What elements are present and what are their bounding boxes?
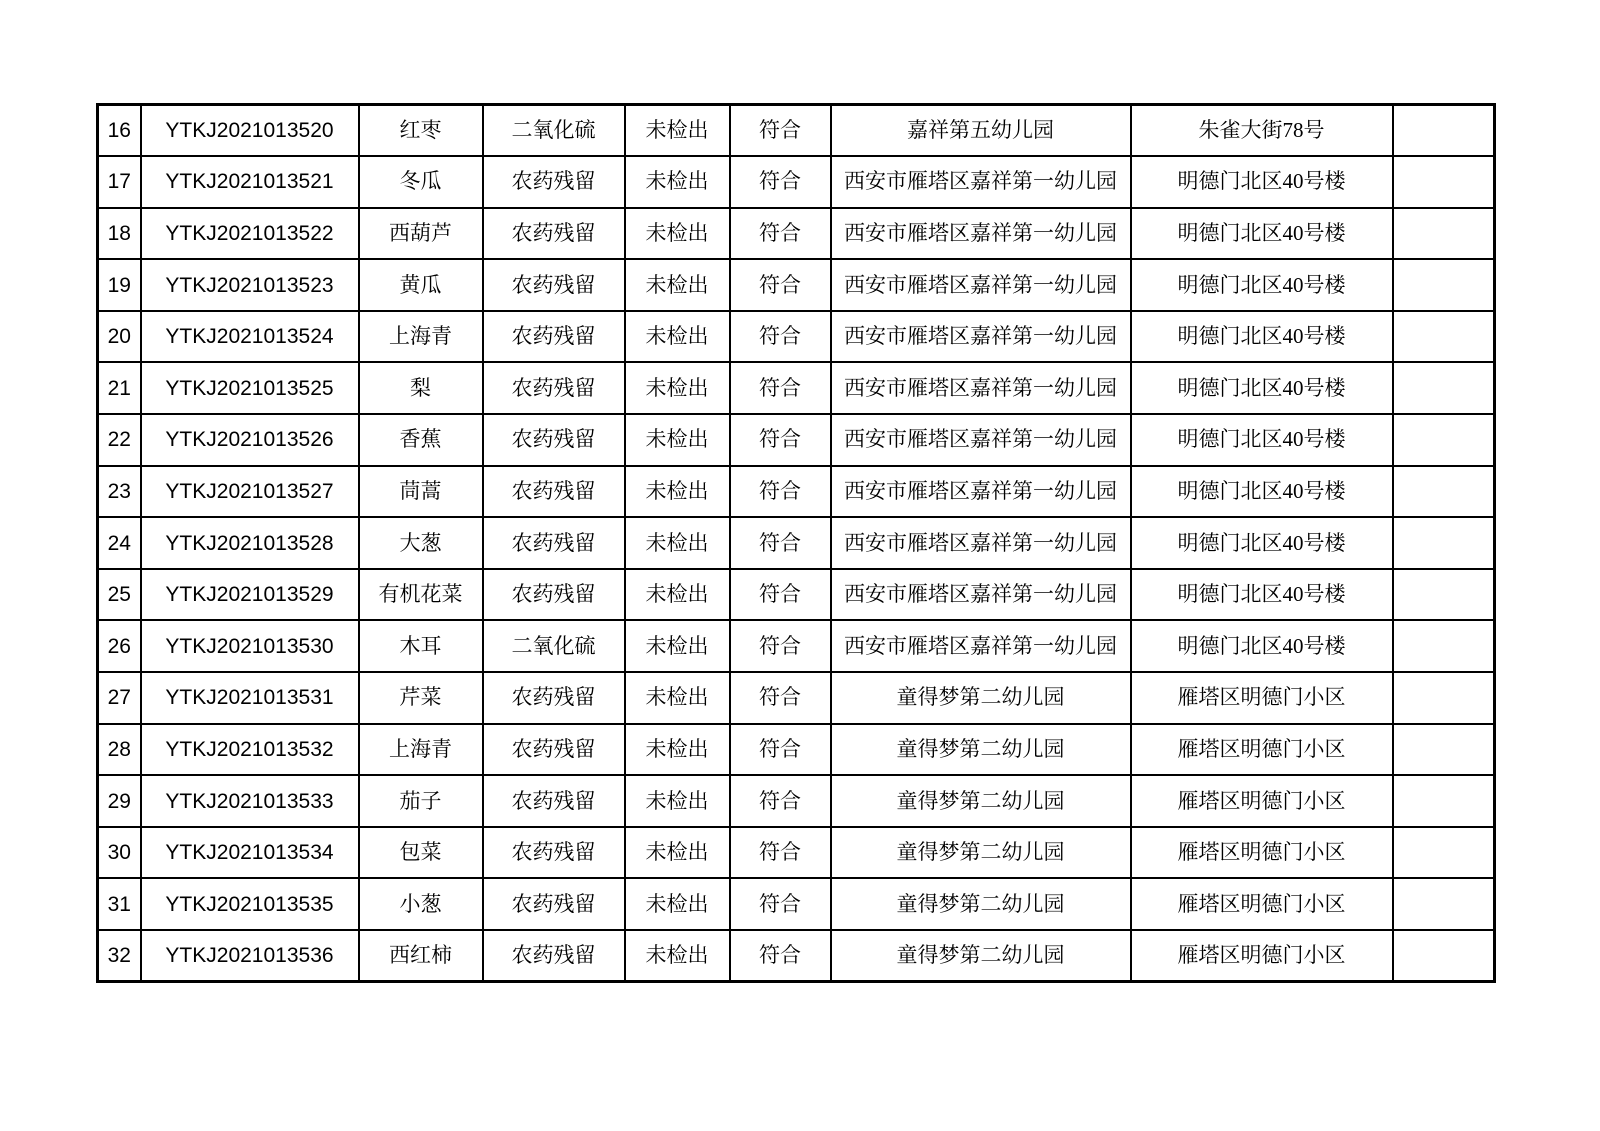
cell-conclusion: 符合: [730, 878, 831, 930]
cell-row-number: 23: [98, 466, 141, 518]
cell-sample-id: YTKJ2021013526: [141, 414, 359, 466]
cell-test-item: 农药残留: [483, 311, 625, 363]
cell-conclusion: 符合: [730, 311, 831, 363]
cell-empty: [1393, 672, 1495, 724]
cell-sampled-unit: 西安市雁塔区嘉祥第一幼儿园: [831, 466, 1131, 518]
cell-address: 明德门北区40号楼: [1131, 259, 1393, 311]
cell-empty: [1393, 156, 1495, 208]
cell-address: 雁塔区明德门小区: [1131, 878, 1393, 930]
cell-conclusion: 符合: [730, 724, 831, 776]
cell-result: 未检出: [625, 105, 730, 157]
cell-sampled-unit: 西安市雁塔区嘉祥第一幼儿园: [831, 414, 1131, 466]
table-row: [98, 620, 1495, 672]
cell-address: 明德门北区40号楼: [1131, 362, 1393, 414]
cell-test-item: 农药残留: [483, 930, 625, 982]
cell-sample-id: YTKJ2021013529: [141, 569, 359, 621]
cell-test-item: 农药残留: [483, 775, 625, 827]
cell-row-number: 32: [98, 930, 141, 982]
cell-sample-name: 黄瓜: [359, 259, 483, 311]
cell-row-number: 22: [98, 414, 141, 466]
cell-result: 未检出: [625, 517, 730, 569]
cell-sampled-unit: 童得梦第二幼儿园: [831, 827, 1131, 879]
cell-result: 未检出: [625, 569, 730, 621]
cell-test-item: 农药残留: [483, 466, 625, 518]
cell-empty: [1393, 724, 1495, 776]
cell-empty: [1393, 259, 1495, 311]
cell-sample-id: YTKJ2021013523: [141, 259, 359, 311]
cell-empty: [1393, 414, 1495, 466]
cell-row-number: 30: [98, 827, 141, 879]
cell-result: 未检出: [625, 878, 730, 930]
cell-address: 明德门北区40号楼: [1131, 466, 1393, 518]
cell-sample-id: YTKJ2021013530: [141, 620, 359, 672]
table-row: [98, 466, 1495, 518]
cell-conclusion: 符合: [730, 208, 831, 260]
cell-row-number: 17: [98, 156, 141, 208]
cell-result: 未检出: [625, 208, 730, 260]
cell-conclusion: 符合: [730, 156, 831, 208]
cell-sample-id: YTKJ2021013524: [141, 311, 359, 363]
cell-empty: [1393, 105, 1495, 157]
cell-sampled-unit: 西安市雁塔区嘉祥第一幼儿园: [831, 311, 1131, 363]
cell-row-number: 25: [98, 569, 141, 621]
cell-sample-name: 西红柿: [359, 930, 483, 982]
cell-row-number: 21: [98, 362, 141, 414]
cell-address: 雁塔区明德门小区: [1131, 775, 1393, 827]
cell-sample-name: 西葫芦: [359, 208, 483, 260]
cell-sample-name: 小葱: [359, 878, 483, 930]
cell-sampled-unit: 童得梦第二幼儿园: [831, 672, 1131, 724]
cell-sample-id: YTKJ2021013522: [141, 208, 359, 260]
cell-sample-name: 茼蒿: [359, 466, 483, 518]
cell-empty: [1393, 362, 1495, 414]
cell-sample-id: YTKJ2021013531: [141, 672, 359, 724]
cell-conclusion: 符合: [730, 827, 831, 879]
cell-address: 明德门北区40号楼: [1131, 569, 1393, 621]
cell-address: 雁塔区明德门小区: [1131, 672, 1393, 724]
cell-sample-id: YTKJ2021013520: [141, 105, 359, 157]
cell-sample-name: 上海青: [359, 724, 483, 776]
cell-sampled-unit: 西安市雁塔区嘉祥第一幼儿园: [831, 362, 1131, 414]
table-row: [98, 517, 1495, 569]
cell-conclusion: 符合: [730, 105, 831, 157]
cell-test-item: 农药残留: [483, 156, 625, 208]
cell-conclusion: 符合: [730, 362, 831, 414]
cell-test-item: 二氧化硫: [483, 105, 625, 157]
cell-sample-name: 茄子: [359, 775, 483, 827]
table-row: [98, 569, 1495, 621]
cell-address: 明德门北区40号楼: [1131, 156, 1393, 208]
cell-sample-id: YTKJ2021013534: [141, 827, 359, 879]
cell-sampled-unit: 童得梦第二幼儿园: [831, 878, 1131, 930]
table-row: [98, 775, 1495, 827]
cell-conclusion: 符合: [730, 672, 831, 724]
cell-address: 雁塔区明德门小区: [1131, 827, 1393, 879]
cell-empty: [1393, 620, 1495, 672]
cell-result: 未检出: [625, 259, 730, 311]
cell-sample-id: YTKJ2021013532: [141, 724, 359, 776]
cell-row-number: 20: [98, 311, 141, 363]
cell-sample-name: 大葱: [359, 517, 483, 569]
inspection-results-table: [96, 103, 1496, 983]
cell-row-number: 16: [98, 105, 141, 157]
cell-conclusion: 符合: [730, 569, 831, 621]
cell-empty: [1393, 311, 1495, 363]
cell-result: 未检出: [625, 724, 730, 776]
cell-test-item: 农药残留: [483, 414, 625, 466]
table-row: [98, 362, 1495, 414]
cell-row-number: 29: [98, 775, 141, 827]
cell-address: 雁塔区明德门小区: [1131, 724, 1393, 776]
cell-row-number: 26: [98, 620, 141, 672]
cell-address: 明德门北区40号楼: [1131, 311, 1393, 363]
cell-conclusion: 符合: [730, 775, 831, 827]
cell-address: 明德门北区40号楼: [1131, 208, 1393, 260]
table-row: [98, 878, 1495, 930]
table-row: [98, 930, 1495, 982]
cell-conclusion: 符合: [730, 466, 831, 518]
cell-test-item: 农药残留: [483, 878, 625, 930]
cell-empty: [1393, 466, 1495, 518]
cell-sample-name: 香蕉: [359, 414, 483, 466]
table-row: [98, 259, 1495, 311]
cell-sample-name: 木耳: [359, 620, 483, 672]
cell-result: 未检出: [625, 466, 730, 518]
cell-test-item: 农药残留: [483, 208, 625, 260]
table-row: [98, 724, 1495, 776]
cell-test-item: 农药残留: [483, 259, 625, 311]
cell-sample-id: YTKJ2021013528: [141, 517, 359, 569]
cell-sample-id: YTKJ2021013525: [141, 362, 359, 414]
cell-sample-name: 包菜: [359, 827, 483, 879]
cell-sampled-unit: 西安市雁塔区嘉祥第一幼儿园: [831, 569, 1131, 621]
cell-test-item: 农药残留: [483, 362, 625, 414]
cell-sampled-unit: 西安市雁塔区嘉祥第一幼儿园: [831, 208, 1131, 260]
table-row: [98, 672, 1495, 724]
cell-result: 未检出: [625, 827, 730, 879]
cell-address: 明德门北区40号楼: [1131, 517, 1393, 569]
cell-result: 未检出: [625, 414, 730, 466]
cell-sample-id: YTKJ2021013527: [141, 466, 359, 518]
table-body: [98, 105, 1495, 982]
cell-sample-name: 梨: [359, 362, 483, 414]
cell-test-item: 二氧化硫: [483, 620, 625, 672]
cell-sample-name: 上海青: [359, 311, 483, 363]
cell-empty: [1393, 878, 1495, 930]
cell-conclusion: 符合: [730, 259, 831, 311]
cell-test-item: 农药残留: [483, 672, 625, 724]
table-row: [98, 105, 1495, 157]
cell-conclusion: 符合: [730, 414, 831, 466]
cell-conclusion: 符合: [730, 620, 831, 672]
cell-sample-id: YTKJ2021013536: [141, 930, 359, 982]
cell-address: 明德门北区40号楼: [1131, 414, 1393, 466]
cell-address: 朱雀大街78号: [1131, 105, 1393, 157]
cell-result: 未检出: [625, 930, 730, 982]
table-row: [98, 311, 1495, 363]
cell-empty: [1393, 930, 1495, 982]
cell-sample-id: YTKJ2021013521: [141, 156, 359, 208]
cell-sample-name: 冬瓜: [359, 156, 483, 208]
cell-sampled-unit: 西安市雁塔区嘉祥第一幼儿园: [831, 156, 1131, 208]
cell-sample-name: 芹菜: [359, 672, 483, 724]
cell-conclusion: 符合: [730, 517, 831, 569]
cell-result: 未检出: [625, 672, 730, 724]
cell-sampled-unit: 童得梦第二幼儿园: [831, 930, 1131, 982]
cell-empty: [1393, 775, 1495, 827]
table-row: [98, 827, 1495, 879]
table-row: [98, 414, 1495, 466]
cell-address: 明德门北区40号楼: [1131, 620, 1393, 672]
cell-sample-id: YTKJ2021013535: [141, 878, 359, 930]
cell-conclusion: 符合: [730, 930, 831, 982]
cell-sampled-unit: 西安市雁塔区嘉祥第一幼儿园: [831, 620, 1131, 672]
cell-test-item: 农药残留: [483, 569, 625, 621]
cell-empty: [1393, 208, 1495, 260]
cell-result: 未检出: [625, 311, 730, 363]
cell-sampled-unit: 童得梦第二幼儿园: [831, 724, 1131, 776]
cell-address: 雁塔区明德门小区: [1131, 930, 1393, 982]
cell-result: 未检出: [625, 156, 730, 208]
cell-test-item: 农药残留: [483, 724, 625, 776]
cell-row-number: 18: [98, 208, 141, 260]
cell-sample-name: 红枣: [359, 105, 483, 157]
cell-row-number: 27: [98, 672, 141, 724]
cell-result: 未检出: [625, 775, 730, 827]
cell-result: 未检出: [625, 362, 730, 414]
cell-sample-name: 有机花菜: [359, 569, 483, 621]
cell-row-number: 31: [98, 878, 141, 930]
cell-row-number: 24: [98, 517, 141, 569]
cell-empty: [1393, 569, 1495, 621]
cell-row-number: 28: [98, 724, 141, 776]
cell-sampled-unit: 童得梦第二幼儿园: [831, 775, 1131, 827]
cell-test-item: 农药残留: [483, 827, 625, 879]
cell-sampled-unit: 西安市雁塔区嘉祥第一幼儿园: [831, 517, 1131, 569]
table-row: [98, 156, 1495, 208]
cell-sampled-unit: 嘉祥第五幼儿园: [831, 105, 1131, 157]
table-row: [98, 208, 1495, 260]
cell-empty: [1393, 827, 1495, 879]
cell-sample-id: YTKJ2021013533: [141, 775, 359, 827]
cell-test-item: 农药残留: [483, 517, 625, 569]
cell-result: 未检出: [625, 620, 730, 672]
cell-sampled-unit: 西安市雁塔区嘉祥第一幼儿园: [831, 259, 1131, 311]
cell-empty: [1393, 517, 1495, 569]
cell-row-number: 19: [98, 259, 141, 311]
